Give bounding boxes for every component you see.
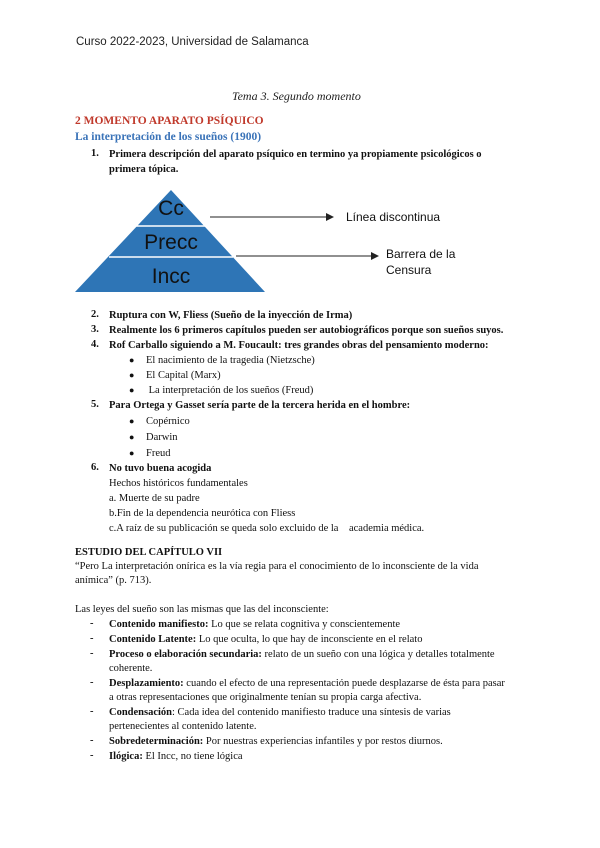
level-label-cc: Cc [158,197,184,220]
sub-list-item: La interpretación de los sueños (Freud) [146,385,314,396]
law-desc-cont: pertenecientes al contenido latente. [109,721,257,732]
law-term: Contenido Latente: [109,634,197,645]
law-term: Proceso o elaboración secundaria: [109,649,262,660]
label-censura: Censura [386,263,432,277]
section-title: 2 MOMENTO APARATO PSÍQUICO [75,115,264,127]
label-barrera: Barrera de la [386,247,456,261]
law-item [109,633,422,647]
item-number: 6. [91,462,99,473]
sub-list-item: Freud [146,448,171,459]
sub-section-title: La interpretación de los sueños (1900) [75,131,262,143]
law-item [109,648,495,662]
bullet-icon: ● [129,370,135,380]
estudio-title: ESTUDIO DEL CAPÍTULO VII [75,547,223,558]
dash-marker: - [90,735,94,746]
item-number: 2. [91,309,99,320]
dash-marker: - [90,750,94,761]
course-header: Curso 2022-2023, Universidad de Salamanca [76,36,309,48]
sub-list-item: El Capital (Marx) [146,370,221,381]
item-number: 5. [91,399,99,410]
dash-marker: - [90,633,94,644]
sub-list-item: Darwin [146,432,178,443]
dash-marker: - [90,648,94,659]
law-desc: El Incc, no tiene lógica [142,751,243,762]
item-number: 4. [91,339,99,350]
item-detail: c.A raíz de su publicación se queda solo excluido de la academia médica. [109,523,425,534]
bullet-icon: ● [129,385,135,395]
quote-line: “Pero La interpretación onírica es la vía regia para el conocimiento de lo inconsciente de la vida [75,561,479,572]
law-desc: relato de un sueño con una lógica y detalles totalmente [261,649,495,660]
item-text: Para Ortega y Gasset sería parte de la tercera herida en el hombre: [109,400,411,411]
law-desc-cont: coherente. [109,663,153,674]
laws-intro: Las leyes del sueño son las mismas que las del inconsciente: [75,604,329,615]
bullet-icon: ● [129,355,135,365]
law-term: Contenido manifiesto: [109,619,209,630]
item-number: 3. [91,324,99,335]
item-text: Realmente los 6 primeros capítulos pueden ser autobiográficos porque son sueños suyos. [109,325,504,336]
bullet-icon: ● [129,432,135,442]
item-detail: b.Fin de la dependencia neurótica con Fliess [109,508,296,519]
law-item [109,735,443,749]
law-term: Desplazamiento: [109,678,184,689]
item-number: 1. [91,148,99,159]
topic-subtitle: Tema 3. Segundo momento [232,89,361,103]
item-text: Ruptura con W, Fliess (Sueño de la inyección de Irma) [109,310,353,321]
law-desc: cuando el efecto de una representación puede desplazarse de ésta para pasar [183,678,505,689]
item-detail: Hechos históricos fundamentales [109,478,248,489]
label-linea-discontinua: Línea discontinua [346,210,441,224]
item-detail: a. Muerte de su padre [109,493,200,504]
sub-list-item: El nacimiento de la tragedia (Nietzsche) [146,355,315,366]
law-desc: Por nuestras experiencias infantiles y por restos diurnos. [203,736,443,747]
law-desc-cont: a otras representaciones que originalmente tenían su propia carga afectiva. [109,692,422,703]
law-term: Sobredeterminación: [109,736,204,747]
item-text: Primera descripción del aparato psíquico en termino ya propiamente psicológicos o [109,149,482,160]
sub-list-item: Copérnico [146,416,190,427]
law-term: Ilógica: [109,751,143,762]
law-item [109,750,243,764]
law-desc: Lo que oculta, lo que hay de inconsciente en el relato [196,634,423,645]
item-text: No tuvo buena acogida [109,463,212,474]
law-item [109,618,400,632]
level-label-precc: Precc [144,231,198,254]
dash-marker: - [90,677,94,688]
law-desc: Lo que se relata cognitiva y conscientemente [208,619,401,630]
item-text: Rof Carballo siguiendo a M. Foucault: tres grandes obras del pensamiento moderno: [109,340,489,351]
level-label-incc: Incc [151,265,191,288]
bullet-icon: ● [129,416,135,426]
bullet-icon: ● [129,448,135,458]
law-desc: : Cada idea del contenido manifiesto traduce una síntesis de varias [172,707,451,718]
law-item [109,677,505,691]
law-term: Condensación [109,707,173,718]
item-text: primera tópica. [109,164,179,175]
dash-marker: - [90,706,94,717]
dash-marker: - [90,618,94,629]
quote-line: anímica” (p. 713). [75,575,152,586]
law-item [109,706,451,720]
